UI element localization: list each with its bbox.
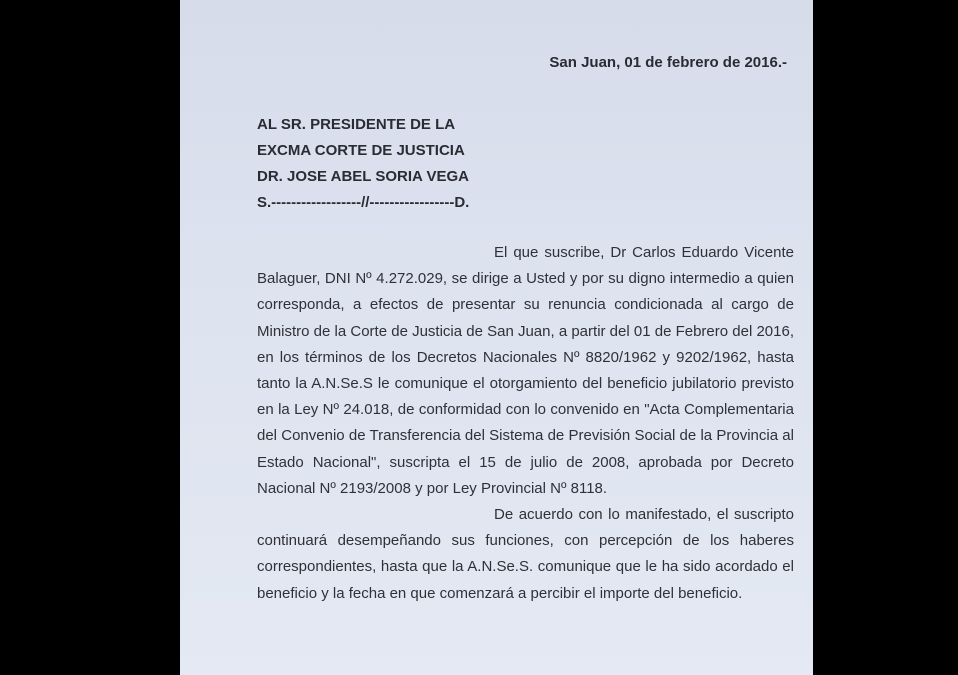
paragraph-2: De acuerdo con lo manifestado, el suscripto continuará desempeñando sus funciones, con percepción de los haberes correspondientes, hasta que la A.N.Se.S. comunique que le ha sido acordado el beneficio y la fecha en que comenzará a percibir el importe del beneficio.: [257, 506, 794, 602]
letter-body: [257, 240, 794, 607]
paragraph-1: El que suscribe, Dr Carlos Eduardo Vicente Balaguer, DNI Nº 4.272.029, se dirige a Usted y por su digno intermedio a quien corresponda, a efectos de presentar su renuncia condicionada al cargo de Ministro de la Corte de Justicia de San Juan, a partir del 01 de Febrero del 2016, en los términos de los Decretos Nacionales Nº 8820/1962 y 9202/1962, hasta tanto la A.N.Se.S le comunique el otorgamiento del beneficio jubilatorio previsto en la Ley Nº 24.018, de conformidad con lo convenido en "Acta Complementaria del Convenio de Transferencia del Sistema de Previsión Social de la Provincia al Estado Nacional", suscripta el 15 de julio de 2008, aprobada por Decreto Nacional Nº 2193/2008 y por Ley Provincial Nº 8118.: [257, 244, 794, 497]
document-page: [180, 0, 813, 675]
addressee-line-1: AL SR. PRESIDENTE DE LA: [257, 116, 456, 133]
addressee-block: [257, 112, 469, 216]
addressee-line-4: S.------------------//-----------------D.: [257, 194, 470, 211]
addressee-line-3: DR. JOSE ABEL SORIA VEGA: [257, 168, 469, 185]
date-line: San Juan, 01 de febrero de 2016.-: [549, 54, 787, 71]
addressee-line-2: EXCMA CORTE DE JUSTICIA: [257, 142, 465, 159]
